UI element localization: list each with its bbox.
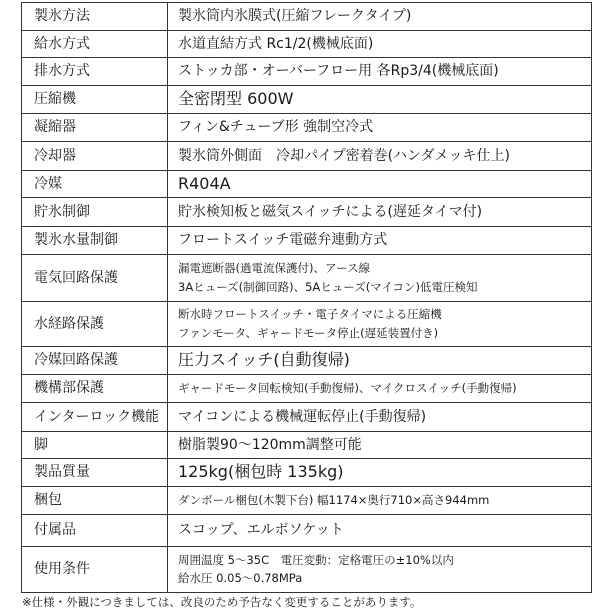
spec-value-line: ギャードモータ回転検知(手動復帰)、マイクロスイッチ(手動復帰) — [178, 380, 517, 395]
spec-value — [168, 31, 592, 58]
spec-label: 機構部保護 — [22, 375, 168, 403]
spec-label: インターロック機能 — [22, 403, 168, 432]
spec-value-line: フィン&チューブ形 強制空冷式 — [178, 119, 374, 136]
spec-value — [168, 459, 592, 487]
spec-label: 製氷水量制御 — [22, 227, 168, 255]
spec-row — [22, 403, 592, 432]
spec-value-line: マイコンによる機械運転停止(手動復帰) — [178, 408, 427, 425]
spec-value-line: 3Aヒューズ(制御回路)、5Aヒューズ(マイコン)低電圧検知 — [178, 279, 478, 294]
spec-label: 電気回路保護 — [22, 255, 168, 302]
spec-row — [22, 171, 592, 198]
spec-value-line: 圧力スイッチ(自動復帰) — [178, 350, 350, 370]
spec-value — [168, 86, 592, 114]
spec-value-line: 全密閉型 600W — [178, 89, 294, 109]
spec-row — [22, 459, 592, 487]
spec-value — [168, 3, 592, 31]
spec-value — [168, 432, 592, 459]
spec-value-line: 125kg(梱包時 135kg) — [178, 462, 344, 482]
spec-row — [22, 114, 592, 142]
spec-row — [22, 142, 592, 171]
spec-value-line: 周囲温度 5～35C 電圧変動：定格電圧の±10%以内 — [178, 552, 454, 567]
spec-value-line: 製氷筒内氷膜式(圧縮フレークタイプ) — [178, 8, 412, 25]
spec-label: 貯氷制御 — [22, 198, 168, 227]
spec-value-line: ストッカ部・オーバーフロー用 各Rp3/4(機械底面) — [178, 63, 499, 80]
spec-row — [22, 255, 592, 302]
spec-row — [22, 515, 592, 547]
spec-value-line: スコップ、エルボソケット — [178, 522, 344, 539]
spec-value — [168, 114, 592, 142]
spec-value — [168, 515, 592, 547]
spec-value-line: フロートスイッチ電磁弁連動方式 — [178, 232, 388, 249]
spec-row — [22, 487, 592, 515]
spec-value-line: 水道直結方式 Rc1/2(機械底面) — [178, 35, 374, 52]
spec-value-line: 断水時フロートスイッチ・電子タイマによる圧縮機 — [178, 307, 442, 322]
spec-row — [22, 58, 592, 86]
spec-row — [22, 432, 592, 459]
spec-value-line: 給水圧 0.05～0.78MPa — [178, 571, 303, 585]
spec-label: 圧縮機 — [22, 86, 168, 114]
spec-label: 脚 — [22, 432, 168, 459]
spec-value-line: 漏電遮断器(過電流保護付)、アース線 — [178, 261, 371, 276]
spec-value — [168, 255, 592, 302]
spec-label: 使用条件 — [22, 547, 168, 593]
spec-value-line: 貯氷検知板と磁気スイッチによる(遅延タイマ付) — [178, 203, 483, 220]
spec-value — [168, 142, 592, 171]
spec-value — [168, 403, 592, 432]
spec-row — [22, 31, 592, 58]
spec-label: 水経路保護 — [22, 302, 168, 347]
spec-row — [22, 347, 592, 375]
spec-value — [168, 58, 592, 86]
spec-value-line: 製氷筒外側面 冷却パイプ密着巻(ハンダメッキ仕上) — [178, 147, 510, 164]
spec-label: 冷媒 — [22, 171, 168, 198]
footer-note: ※仕様・外観につきましては、改良のため予告なく変更することがあります。 — [22, 595, 422, 609]
spec-table — [21, 2, 592, 593]
spec-label: 梱包 — [22, 487, 168, 515]
spec-label: 排水方式 — [22, 58, 168, 86]
spec-table-body — [22, 3, 592, 593]
spec-row — [22, 227, 592, 255]
spec-label: 付属品 — [22, 515, 168, 547]
spec-value — [168, 198, 592, 227]
spec-row — [22, 3, 592, 31]
spec-label: 冷媒回路保護 — [22, 347, 168, 375]
spec-value — [168, 547, 592, 593]
spec-value — [168, 347, 592, 375]
spec-row — [22, 198, 592, 227]
spec-label: 製品質量 — [22, 459, 168, 487]
spec-value-line: ファンモータ、ギャードモータ停止(遅延装置付き) — [178, 325, 439, 340]
spec-row — [22, 375, 592, 403]
spec-value — [168, 487, 592, 515]
spec-value — [168, 375, 592, 403]
spec-value — [168, 227, 592, 255]
spec-value — [168, 302, 592, 347]
spec-value-line: 樹脂製90～120mm調整可能 — [178, 436, 362, 453]
spec-label: 凝縮器 — [22, 114, 168, 142]
spec-row — [22, 302, 592, 347]
spec-value — [168, 171, 592, 198]
spec-row — [22, 86, 592, 114]
spec-label: 冷却器 — [22, 142, 168, 171]
spec-label: 製氷方法 — [22, 3, 168, 31]
spec-label: 給水方式 — [22, 31, 168, 58]
spec-value-line: ダンボール梱包(木製下台) 幅1174×奥行710×高さ944mm — [178, 492, 490, 507]
spec-value-line: R404A — [178, 173, 231, 193]
spec-row — [22, 547, 592, 593]
